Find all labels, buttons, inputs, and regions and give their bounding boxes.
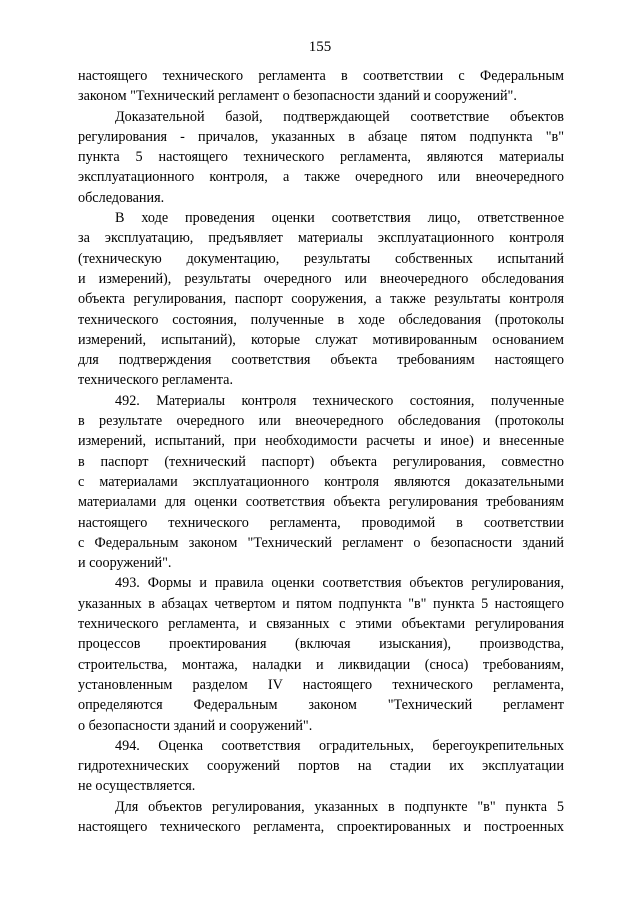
text-line: измерений, испытаний), которые служат мотивированным основанием [78,331,564,348]
text-line: 493. Формы и правила оценки соответствия объектов регулирования, [115,575,564,592]
text-line: установленным разделом IV настоящего технического регламента, [78,676,564,693]
paragraph-clause-492 [78,391,564,574]
paragraph-evidence-base [78,107,564,208]
text-line: регулирования - причалов, указанных в абзаце пятом подпункта "в" [78,128,564,145]
text-line: за эксплуатацию, предъявляет материалы эксплуатационного контроля [78,230,564,247]
text-line: строительства, монтажа, наладки и ликвидации (сноса) требованиям, [78,656,564,673]
text-line: с материалами эксплуатационного контроля являются доказательными [78,473,564,490]
text-line: определяются Федеральным законом "Технический регламент [78,697,564,714]
text-line: указанных в абзацах четвертом и пятом подпункта "в" пункта 5 настоящего [78,595,564,612]
text-line: 492. Материалы контроля технического состояния, полученные [115,392,564,409]
text-line: настоящего технического регламента, спроектированных и построенных [78,818,564,835]
document-body [78,66,564,837]
paragraph-clause-494 [78,736,564,797]
text-line: настоящего технического регламента в соответствии с Федеральным [78,68,564,84]
text-line: в паспорт (технический паспорт) объекта регулирования, совместно [78,453,564,470]
text-line: и сооружений". [78,555,172,572]
text-line: обследования. [78,189,165,206]
text-line: о безопасности зданий и сооружений". [78,717,313,734]
text-line: и измерений), результаты очередного или внеочередного обследования [78,270,564,287]
text-line: технического состояния, полученные в ходе обследования (протоколы [78,311,564,328]
text-line: эксплуатационного контроля, а также очередного или внеочередного [78,169,564,186]
text-line: технического регламента, и связанных с этими объектами регулирования [78,616,564,633]
text-line: Доказательной базой, подтверждающей соответствие объектов [115,108,564,125]
paragraph-assessment-procedure [78,208,564,391]
text-line: Для объектов регулирования, указанных в подпункте "в" пункта 5 [115,798,564,815]
page-number: 155 [308,39,332,55]
paragraph-regulated-objects [78,797,564,838]
text-line: настоящего технического регламента, проводимой в соответствии [78,514,564,531]
text-line: в результате очередного или внеочередного обследования (протоколы [78,413,564,430]
text-line: В ходе проведения оценки соответствия лицо, ответственное [115,210,564,227]
text-line: для подтверждения соответствия объекта требованиям настоящего [78,352,564,369]
text-line: с Федеральным законом "Технический регламент о безопасности зданий [78,534,564,551]
text-line: гидротехнических сооружений портов на стадии их эксплуатации [78,758,564,775]
paragraph-clause-493 [78,573,564,735]
text-line: пункта 5 настоящего технического регламента, являются материалы [78,149,564,166]
text-line: 494. Оценка соответствия оградительных, берегоукрепительных [115,737,564,754]
paragraph-continuation [78,66,564,107]
text-line: (техническую документацию, результаты собственных испытаний [78,250,564,267]
text-line: материалами для оценки соответствия объекта регулирования требованиям [78,494,564,511]
text-line: законом "Технический регламент о безопасности зданий и сооружений". [78,88,517,105]
text-line: технического регламента. [78,372,233,389]
text-line: не осуществляется. [78,778,196,795]
text-line: объекта регулирования, паспорт сооружения, а также результаты контроля [78,291,564,308]
text-line: процессов проектирования (включая изыскания), производства, [78,636,564,653]
text-line: измерений, испытаний, при необходимости расчеты и иное) и внесенные [78,433,564,450]
